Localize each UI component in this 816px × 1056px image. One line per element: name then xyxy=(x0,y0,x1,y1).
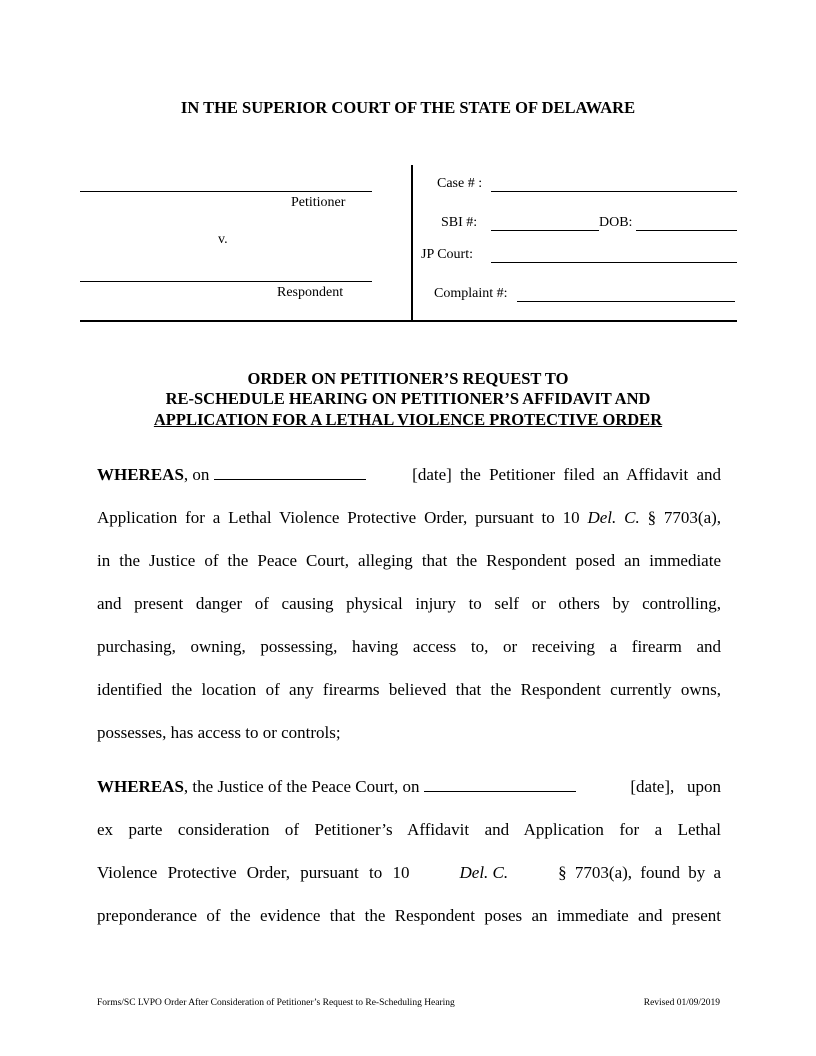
p2-text: , the Justice of the Peace Court, on xyxy=(183,777,420,796)
statute-citation: Del. C. xyxy=(587,508,640,527)
p1-line-1 xyxy=(97,465,721,485)
p2-line-3 xyxy=(97,863,721,883)
p1-text: Application for a Lethal Violence Protective Order, pursuant to 10 xyxy=(97,508,580,527)
versus-label: v. xyxy=(218,232,228,247)
order-title-line-3-text: APPLICATION FOR A LETHAL VIOLENCE PROTECTIVE ORDER xyxy=(153,410,663,429)
p1-text: § 7703(a), xyxy=(647,508,722,527)
complaint-label: Complaint #: xyxy=(434,286,508,301)
filing-date-blank[interactable] xyxy=(214,478,366,480)
p2-text: Violence Protective Order, pursuant to 10 xyxy=(97,863,410,882)
p1-line-3: in the Justice of the Peace Court, alleging that the Respondent posed an immediate xyxy=(97,551,721,570)
whereas-1: WHEREAS xyxy=(97,465,184,484)
caption-divider-vertical xyxy=(411,165,413,321)
p1-line-2 xyxy=(97,508,721,528)
p2-line-2: ex parte consideration of Petitioner’s Affidavit and Application for a Lethal xyxy=(97,820,721,839)
statute-citation: Del. C. xyxy=(459,863,509,882)
jp-court-field[interactable] xyxy=(491,262,737,263)
footer-revised-date: Revised 01/09/2019 xyxy=(643,998,720,1008)
order-title-line-3 xyxy=(0,410,816,430)
jp-court-label: JP Court: xyxy=(421,247,473,262)
p1-text: , on xyxy=(183,465,210,484)
sbi-field[interactable] xyxy=(491,230,599,231)
ex-parte-date-blank[interactable] xyxy=(424,790,576,792)
p2-line-1 xyxy=(97,777,721,797)
p1-text: [date] the Petitioner filed an Affidavit and xyxy=(412,465,721,484)
p1-line-4: and present danger of causing physical injury to self or others by controlling, xyxy=(97,594,721,613)
p1-line-7: possesses, has access to or controls; xyxy=(97,723,341,742)
respondent-name-line xyxy=(80,281,372,282)
p1-line-6: identified the location of any firearms believed that the Respondent currently owns, xyxy=(97,680,721,699)
caption-bottom-rule xyxy=(80,320,737,322)
p1-line-5: purchasing, owning, possessing, having access to, or receiving a firearm and xyxy=(97,637,721,656)
dob-label: DOB: xyxy=(599,215,633,230)
whereas-2: WHEREAS xyxy=(97,777,184,796)
complaint-field[interactable] xyxy=(517,301,735,302)
respondent-label: Respondent xyxy=(277,285,344,300)
case-number-field[interactable] xyxy=(491,191,737,192)
petitioner-label: Petitioner xyxy=(291,195,346,210)
footer-form-name: Forms/SC LVPO Order After Consideration of Petitioner’s Request to Re-Scheduling Hearing xyxy=(97,998,455,1008)
p2-text: § 7703(a), found by a xyxy=(558,863,721,882)
case-number-label: Case # : xyxy=(437,176,483,191)
petitioner-name-line xyxy=(80,191,372,192)
dob-field[interactable] xyxy=(636,230,737,231)
p2-line-4: preponderance of the evidence that the Respondent poses an immediate and present xyxy=(97,906,721,925)
sbi-label: SBI #: xyxy=(441,215,478,230)
p2-text: [date], upon xyxy=(630,777,721,796)
court-title: IN THE SUPERIOR COURT OF THE STATE OF DELAWARE xyxy=(180,98,636,117)
order-title-line-2: RE-SCHEDULE HEARING ON PETITIONER’S AFFIDAVIT AND xyxy=(165,389,651,408)
order-title-line-1: ORDER ON PETITIONER’S REQUEST TO xyxy=(247,369,569,388)
